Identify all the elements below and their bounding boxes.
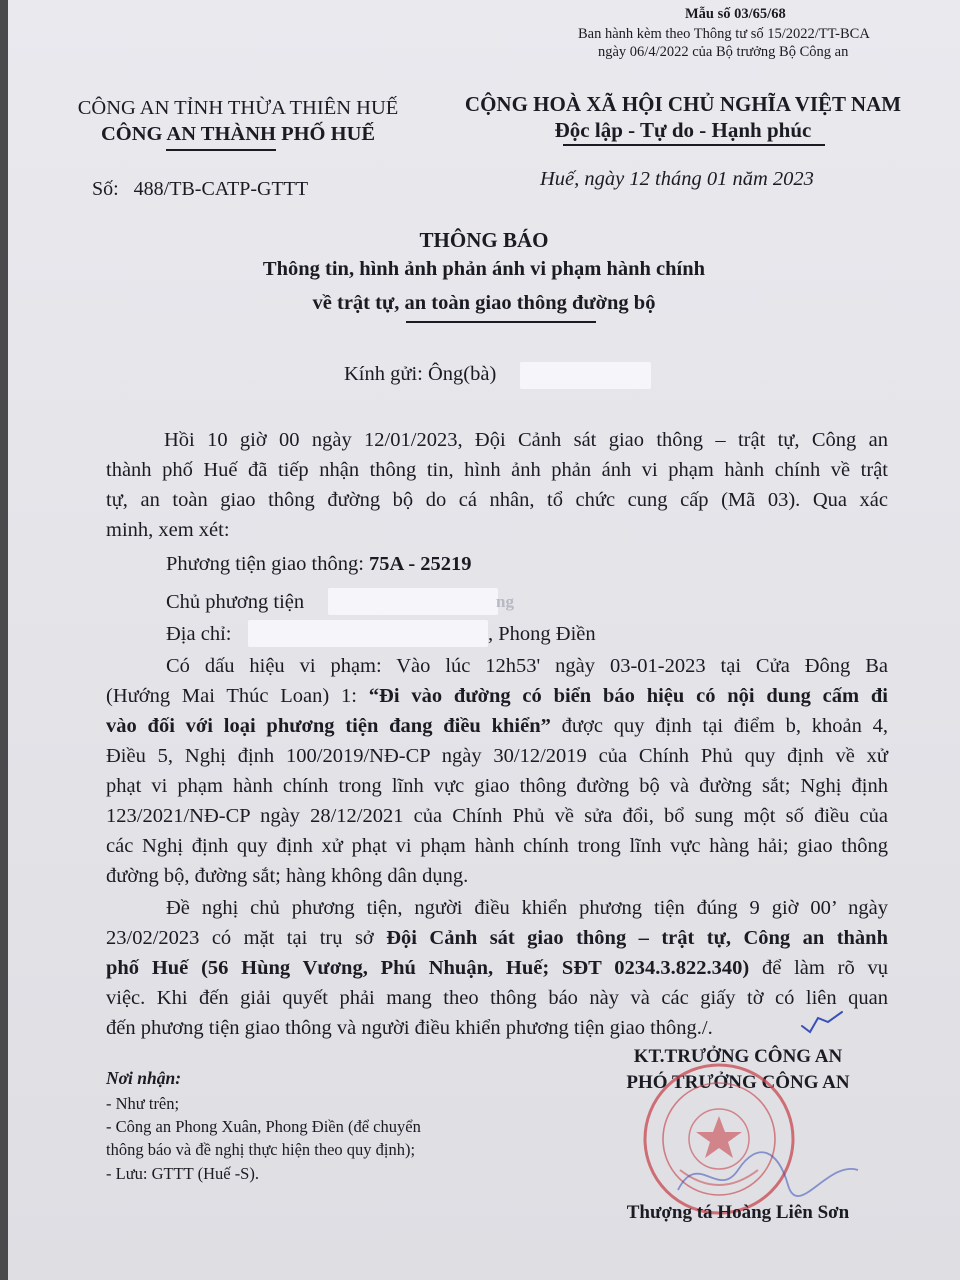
violation-description: “Đi vào đường có biển báo hiệu có nội dung cấm đi — [368, 685, 889, 707]
vehicle-line — [166, 548, 472, 580]
motto-underline — [563, 144, 825, 146]
notice-document — [8, 0, 960, 1280]
request-address: phố Huế (56 Hùng Vương, Phú Nhuận, Huế; SĐT 0234.3.822.340) — [106, 957, 750, 979]
violation-line-6: 123/2021/NĐ-CP ngày 28/12/2021 của Chính Phủ về sửa đổi, bổ sung một số điều của — [106, 805, 888, 827]
form-issued-line2: ngày 06/4/2022 của Bộ trưởng Bộ Công an — [598, 44, 849, 60]
request-line-2: 23/02/2023 có mặt tại trụ sở Đội Cảnh sát giao thông – trật tự, Công an thành — [106, 927, 888, 949]
violation-line-3: vào đối với loại phương tiện đang điều khiển” được quy định tại điểm b, khoản 4, — [106, 715, 889, 737]
notice-title: THÔNG BÁO — [419, 228, 549, 252]
address-label: Địa chỉ: — [166, 623, 232, 645]
recipient-item: - Công an Phong Xuân, Phong Điền (để chuyển — [106, 1117, 421, 1136]
owner-name-fragment: ng — [496, 592, 514, 611]
signer-role-line1: KT.TRƯỞNG CÔNG AN — [633, 1046, 843, 1067]
signer-name: Thượng tá Hoàng Liên Sơn — [626, 1202, 850, 1223]
subtitle-underline — [406, 321, 596, 323]
national-motto: Độc lập - Tự do - Hạnh phúc — [554, 118, 812, 142]
agency-underline — [166, 149, 276, 151]
intro-line-4: minh, xem xét: — [106, 519, 230, 541]
recipient-item: thông báo và đề nghị thực hiện theo quy định); — [106, 1140, 416, 1159]
violation-line-5: phạt vi phạm hành chính trong lĩnh vực giao thông đường bộ và đường sắt; Nghị định — [106, 775, 888, 797]
form-number: Mẫu số 03/65/68 — [685, 6, 786, 22]
pen-check-icon — [798, 1008, 846, 1038]
vehicle-label: Phương tiện giao thông: — [166, 553, 370, 575]
recipient-label: Kính gửi: Ông(bà) — [344, 363, 497, 385]
intro-line-1: Hồi 10 giờ 00 ngày 12/01/2023, Đội Cảnh sát giao thông – trật tự, Công an — [164, 429, 888, 451]
agency-name: CÔNG AN THÀNH PHỐ HUẾ — [100, 123, 376, 145]
redacted-address — [248, 620, 488, 647]
address-tail: , Phong Điền — [488, 623, 596, 645]
national-title: CỘNG HOÀ XÃ HỘI CHỦ NGHĨA VIỆT NAM — [464, 92, 902, 116]
intro-line-2: thành phố Huế đã tiếp nhận thông tin, hình ảnh phản ánh vi phạm hành chính về trật — [106, 459, 888, 481]
handwritten-signature-icon — [668, 1140, 868, 1210]
violation-line-8: đường bộ, đường sắt; hàng không dân dụng. — [106, 865, 469, 887]
owner-label: Chủ phương tiện — [166, 591, 305, 613]
form-issued-line1: Ban hành kèm theo Thông tư số 15/2022/TT-BCA — [578, 26, 870, 42]
intro-line-3: tự, an toàn giao thông đường bộ do cá nhân, tổ chức cung cấp (Mã 03). Qua xác — [106, 489, 888, 511]
request-line-1: Đề nghị chủ phương tiện, người điều khiển phương tiện đúng 9 giờ 00’ ngày — [166, 897, 888, 919]
notice-subtitle-line2: về trật tự, an toàn giao thông đường bộ — [312, 292, 656, 314]
recipient-item: - Như trên; — [106, 1094, 180, 1113]
violation-description-end: vào đối với loại phương tiện đang điều khiển” — [106, 715, 551, 737]
violation-line-2: (Hướng Mai Thúc Loan) 1: “Đi vào đường có biển báo hiệu có nội dung cấm đi — [106, 685, 889, 707]
redacted-recipient-name — [520, 362, 651, 389]
request-line-4: việc. Khi đến giải quyết phải mang theo thông báo này và các giấy tờ có liên quan — [106, 987, 888, 1009]
recipients-label: Nơi nhận: — [106, 1068, 182, 1088]
violation-line-1: Có dấu hiệu vi phạm: Vào lúc 12h53' ngày 03-01-2023 tại Cửa Đông Ba — [166, 655, 888, 677]
request-line-3: phố Huế (56 Hùng Vương, Phú Nhuận, Huế; SĐT 0234.3.822.340) để làm rõ vụ — [106, 957, 888, 979]
request-line-5: đến phương tiện giao thông và người điều khiển phương tiện giao thông./. — [106, 1017, 713, 1039]
recipient-item: - Lưu: GTTT (Huế -S). — [106, 1164, 259, 1183]
request-unit: Đội Cảnh sát giao thông – trật tự, Công an thành — [386, 927, 888, 949]
violation-line-7: các Nghị định quy định xử phạt vi phạm hành chính trong lĩnh vực hàng hải; giao thông — [106, 835, 888, 857]
vehicle-plate: 75A - 25219 — [369, 553, 472, 575]
notice-subtitle-line1: Thông tin, hình ảnh phản ánh vi phạm hành chính — [262, 258, 706, 280]
violation-line-4: Điều 5, Nghị định 100/2019/NĐ-CP ngày 30/12/2019 của Chính Phủ quy định về xử — [106, 745, 888, 767]
redacted-owner-name — [328, 588, 498, 615]
place-and-date: Huế, ngày 12 tháng 01 năm 2023 — [540, 168, 814, 190]
agency-parent: CÔNG AN TỈNH THỪA THIÊN HUẾ — [77, 97, 399, 119]
signer-role-line2: PHÓ TRƯỞNG CÔNG AN — [626, 1072, 850, 1093]
document-number: Số: 488/TB-CATP-GTTT — [92, 178, 309, 200]
